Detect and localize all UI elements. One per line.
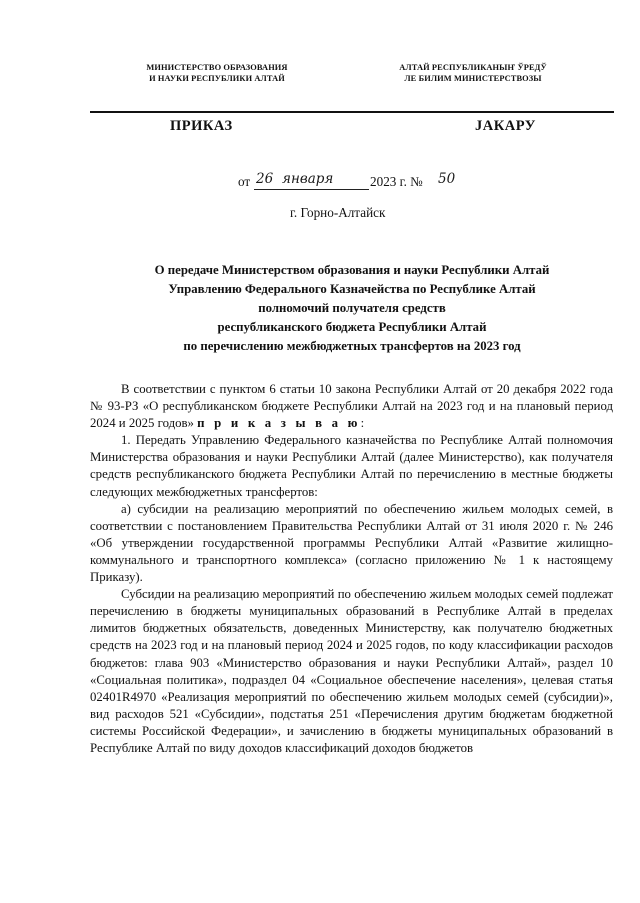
subject-line: полномочий получателя средств bbox=[258, 301, 446, 315]
order-body bbox=[90, 381, 613, 757]
date-underline bbox=[254, 189, 369, 190]
body-paragraph-item-1: 1. Передать Управлению Федерального казначейства по Республике Алтай полномочия Министерства образования и науки Республики Алтай (далее Министерство), как получателя средств республиканского бюджета Республики Алтай по перечислению в местные бюджеты следующих межбюджетных трансфертов: bbox=[90, 433, 613, 499]
date-line bbox=[238, 171, 488, 194]
order-subject bbox=[90, 261, 614, 356]
order-verb: п р и к а з ы в а ю bbox=[197, 416, 361, 431]
date-prefix: от bbox=[238, 174, 251, 189]
city-line: г. Горно-Алтайск bbox=[290, 205, 386, 220]
preamble-end: : bbox=[360, 416, 365, 431]
order-title-altai: JАКАРУ bbox=[475, 118, 536, 134]
header-divider bbox=[90, 111, 614, 113]
ministry-name-altai-line-1: АЛТАЙ РЕСПУБЛИКАНЫҤ ЎРЕДЎ bbox=[399, 63, 547, 72]
preamble-text: В соответствии с пунктом 6 статьи 10 закона Республики Алтай от 20 декабря 2022 года № 93-РЗ «О республиканском бюджете Республики Алтай на 2023 год и на плановый период 2024 и 2025 годов» bbox=[90, 382, 613, 431]
order-title-russian: ПРИКАЗ bbox=[170, 118, 233, 134]
ministry-name-altai bbox=[348, 62, 598, 84]
date-day-handwritten: 26 bbox=[256, 171, 274, 187]
subject-line: республиканского бюджета Республики Алтай bbox=[217, 320, 487, 334]
subject-line: по перечислению межбюджетных трансфертов на 2023 год bbox=[183, 339, 521, 353]
subject-line: Управлению Федерального Казначейства по Республике Алтай bbox=[168, 282, 536, 296]
ministry-name-altai-line-2: ЛЕ БИЛИМ МИНИСТЕРСТВОЗЫ bbox=[404, 74, 542, 83]
ministry-name-line-1: МИНИСТЕРСТВО ОБРАЗОВАНИЯ bbox=[146, 63, 288, 72]
body-paragraph-preamble bbox=[90, 381, 613, 432]
subject-line: О передаче Министерством образования и науки Республики Алтай bbox=[154, 263, 550, 277]
date-month-handwritten: января bbox=[282, 171, 334, 187]
order-number-handwritten: 50 bbox=[438, 171, 456, 187]
ministry-name-line-2: И НАУКИ РЕСПУБЛИКИ АЛТАЙ bbox=[149, 74, 285, 83]
ministry-name-russian bbox=[112, 62, 322, 84]
body-paragraph-item-1a: а) субсидии на реализацию мероприятий по обеспечению жильем молодых семей, в соответствии с постановлением Правительства Республики Алтай от 31 июля 2020 г. № 246 «Об утверждении государственной программы Республики Алтай «Развитие жилищно-коммунального и транспортного комплекса» (согласно приложению № 1 к настоящему Приказу). bbox=[90, 501, 613, 585]
body-paragraph-subsidies: Субсидии на реализацию мероприятий по обеспечению жильем молодых семей подлежат перечислению в бюджеты муниципальных образований в Республике Алтай в пределах лимитов бюджетных обязательств, доведенных Министерству, как получателю бюджетных средств на 2023 год и на плановый период 2024 и 2025 годов, по коду классификации расходов бюджетов: глава 903 «Министерство образования и науки Республики Алтай», раздел 10 «Социальная политика», подраздел 04 «Социальное обеспечение населения», целевая статья 02401R4970 «Реализация мероприятий по обеспечению жильем молодых семей (субсидии)», вид расходов 521 «Субсидии», подстатья 251 «Перечисления другим бюджетам бюджетной системы Российской Федерации», и зачислению в бюджеты муниципальных образований в Республике Алтай по виду доходов классификаций доходов бюджетов bbox=[90, 587, 613, 755]
date-year-text: 2023 г. № bbox=[370, 174, 423, 189]
